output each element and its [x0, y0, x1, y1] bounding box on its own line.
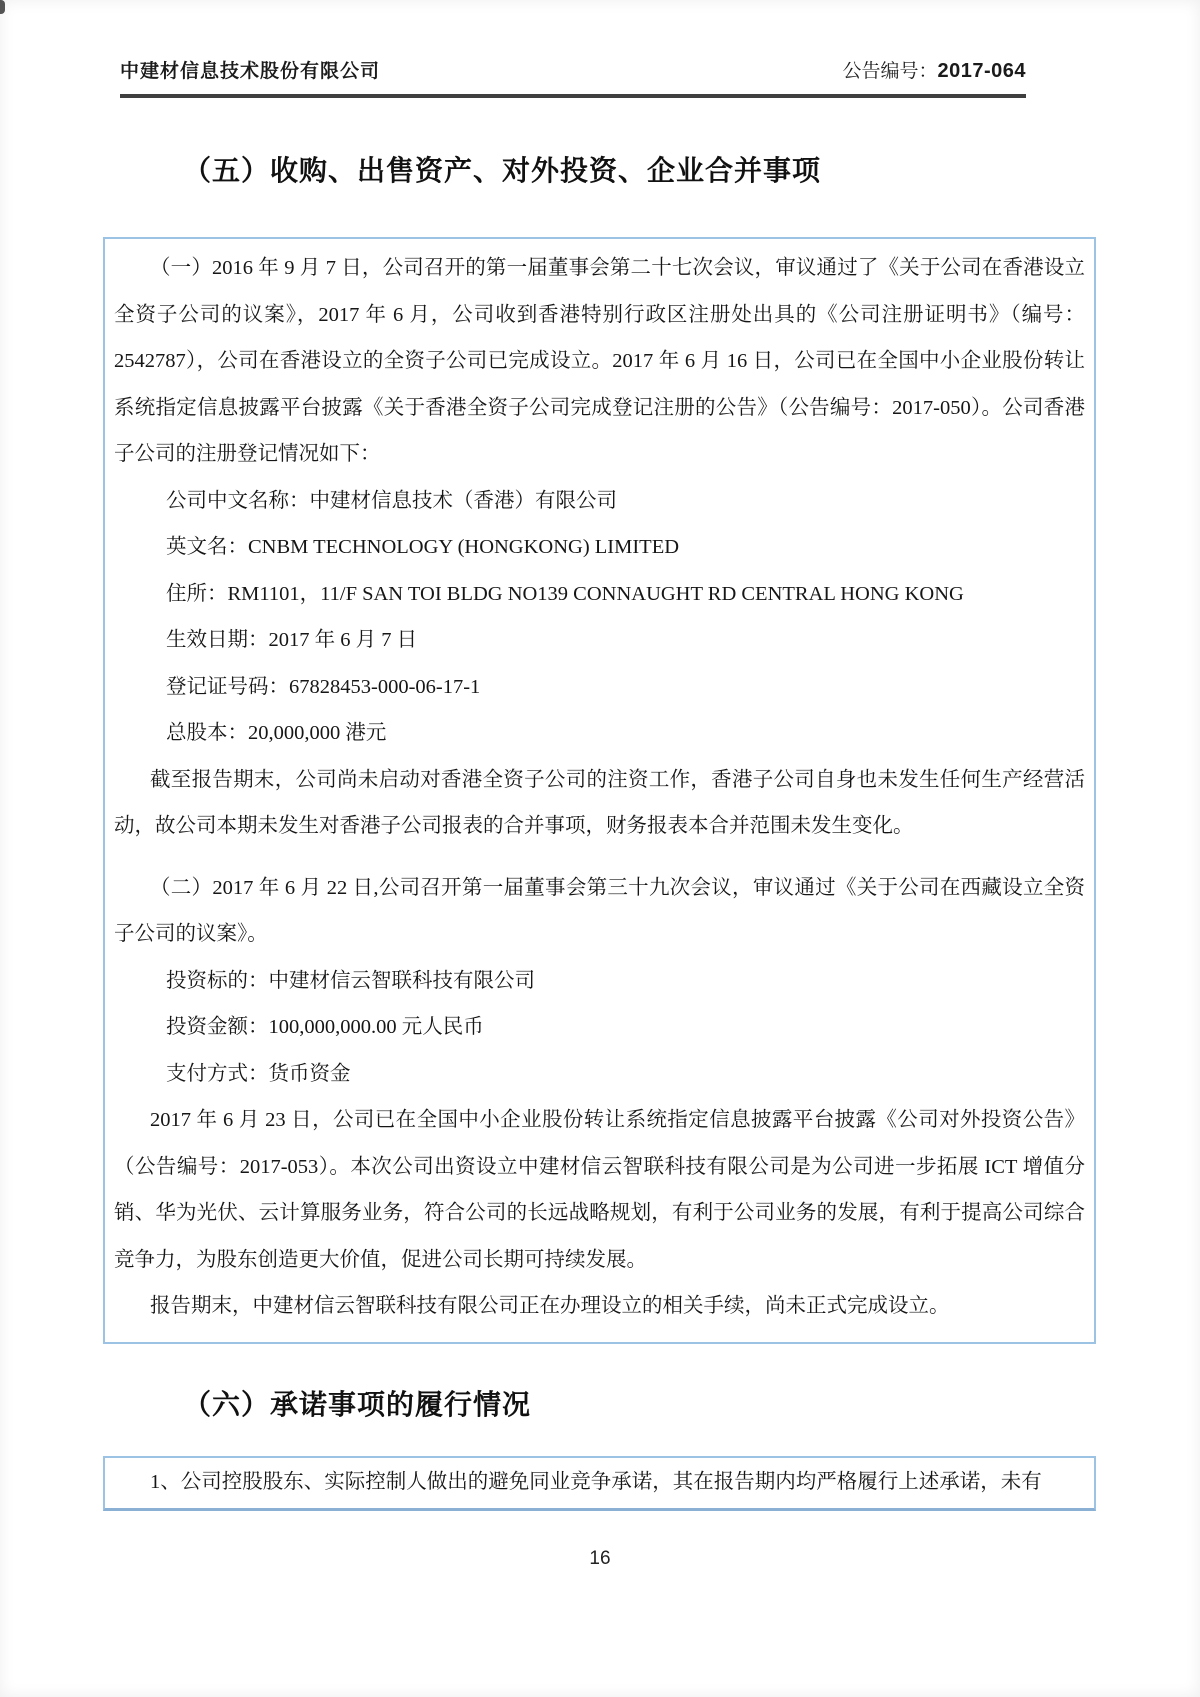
field-address: 住所：RM1101，11/F SAN TOI BLDG NO139 CONNAUGHT RD CENTRAL HONG KONG [166, 582, 964, 605]
para-commitment: 1、公司控股股东、实际控制人做出的避免同业竞争承诺，其在报告期内均严格履行上述承诺，未有 [150, 1471, 1042, 1493]
notice-number-value: 2017-064 [937, 60, 1026, 82]
section-6-title: （六）承诺事项的履行情况 [183, 1389, 532, 1420]
para-investment-disclosure: 2017 年 6 月 23 日，公司已在全国中小企业股份转让系统指定信息披露平台披露《公司对外投资公告》（公告编号：2017-053）。本次公司出资设立中建材信云智联科技有限公司是为公司进一步拓展 ICT 增值分销、华为光伏、云计算服务业务，符合公司的长远战略规划，有利于公司业务的发展，有利于提高公司综合竞争力，为股东创造更大价值，促进公司长期可持续发展。 [114, 1109, 1085, 1271]
field-payment-method: 支付方式：货币资金 [166, 1062, 351, 1085]
section-5-content-box [103, 237, 1096, 1344]
field-investment-amount: 投资金额：100,000,000.00 元人民币 [166, 1016, 484, 1038]
scan-artifact [0, 0, 5, 14]
para-hk-status: 截至报告期末，公司尚未启动对香港全资子公司的注资工作，香港子公司自身也未发生任何生产经营活动，故公司本期未发生对香港子公司报表的合并事项，财务报表本合并范围未发生变化。 [114, 768, 1085, 837]
field-en-name: 英文名：CNBM TECHNOLOGY (HONGKONG) LIMITED [166, 536, 680, 558]
notice-number-label: 公告编号： [842, 61, 938, 82]
section-5-title: （五）收购、出售资产、对外投资、企业合并事项 [183, 155, 822, 186]
company-name: 中建材信息技术股份有限公司 [120, 61, 381, 82]
para-hk-subsidiary: （一）2016 年 9 月 7 日，公司召开的第一届董事会第二十七次会议，审议通过了《关于公司在香港设立全资子公司的议案》，2017 年 6 月，公司收到香港特别行政区注册处出具的《公司注册证明书》（编号：2542787），公司在香港设立的全资子公司已完成设立。2017 年 6 月 16 日，公司已在全国中小企业股份转让系统指定信息披露平台披露《关于香港全资子公司完成登记注册的公告》（公告编号：2017-050）。公司香港子公司的注册登记情况如下： [114, 257, 1085, 465]
section-6-content-box [103, 1456, 1096, 1511]
field-registration-no: 登记证号码：67828453-000-06-17-1 [166, 675, 481, 698]
notice-number [842, 56, 1026, 83]
field-total-capital: 总股本：20,000,000 港元 [166, 722, 387, 744]
field-effective-date: 生效日期：2017 年 6 月 7 日 [166, 629, 418, 651]
document-header [120, 56, 1026, 98]
field-cn-name: 公司中文名称：中建材信息技术（香港）有限公司 [166, 489, 617, 512]
para-setup-status: 报告期末，中建材信云智联科技有限公司正在办理设立的相关手续，尚未正式完成设立。 [150, 1295, 950, 1317]
page-number: 16 [589, 1548, 611, 1569]
field-investment-target: 投资标的：中建材信云智联科技有限公司 [166, 969, 535, 992]
para-tibet-resolution: （二）2017 年 6 月 22 日,公司召开第一届董事会第三十九次会议，审议通过《关于公司在西藏设立全资子公司的议案》。 [114, 876, 1085, 945]
